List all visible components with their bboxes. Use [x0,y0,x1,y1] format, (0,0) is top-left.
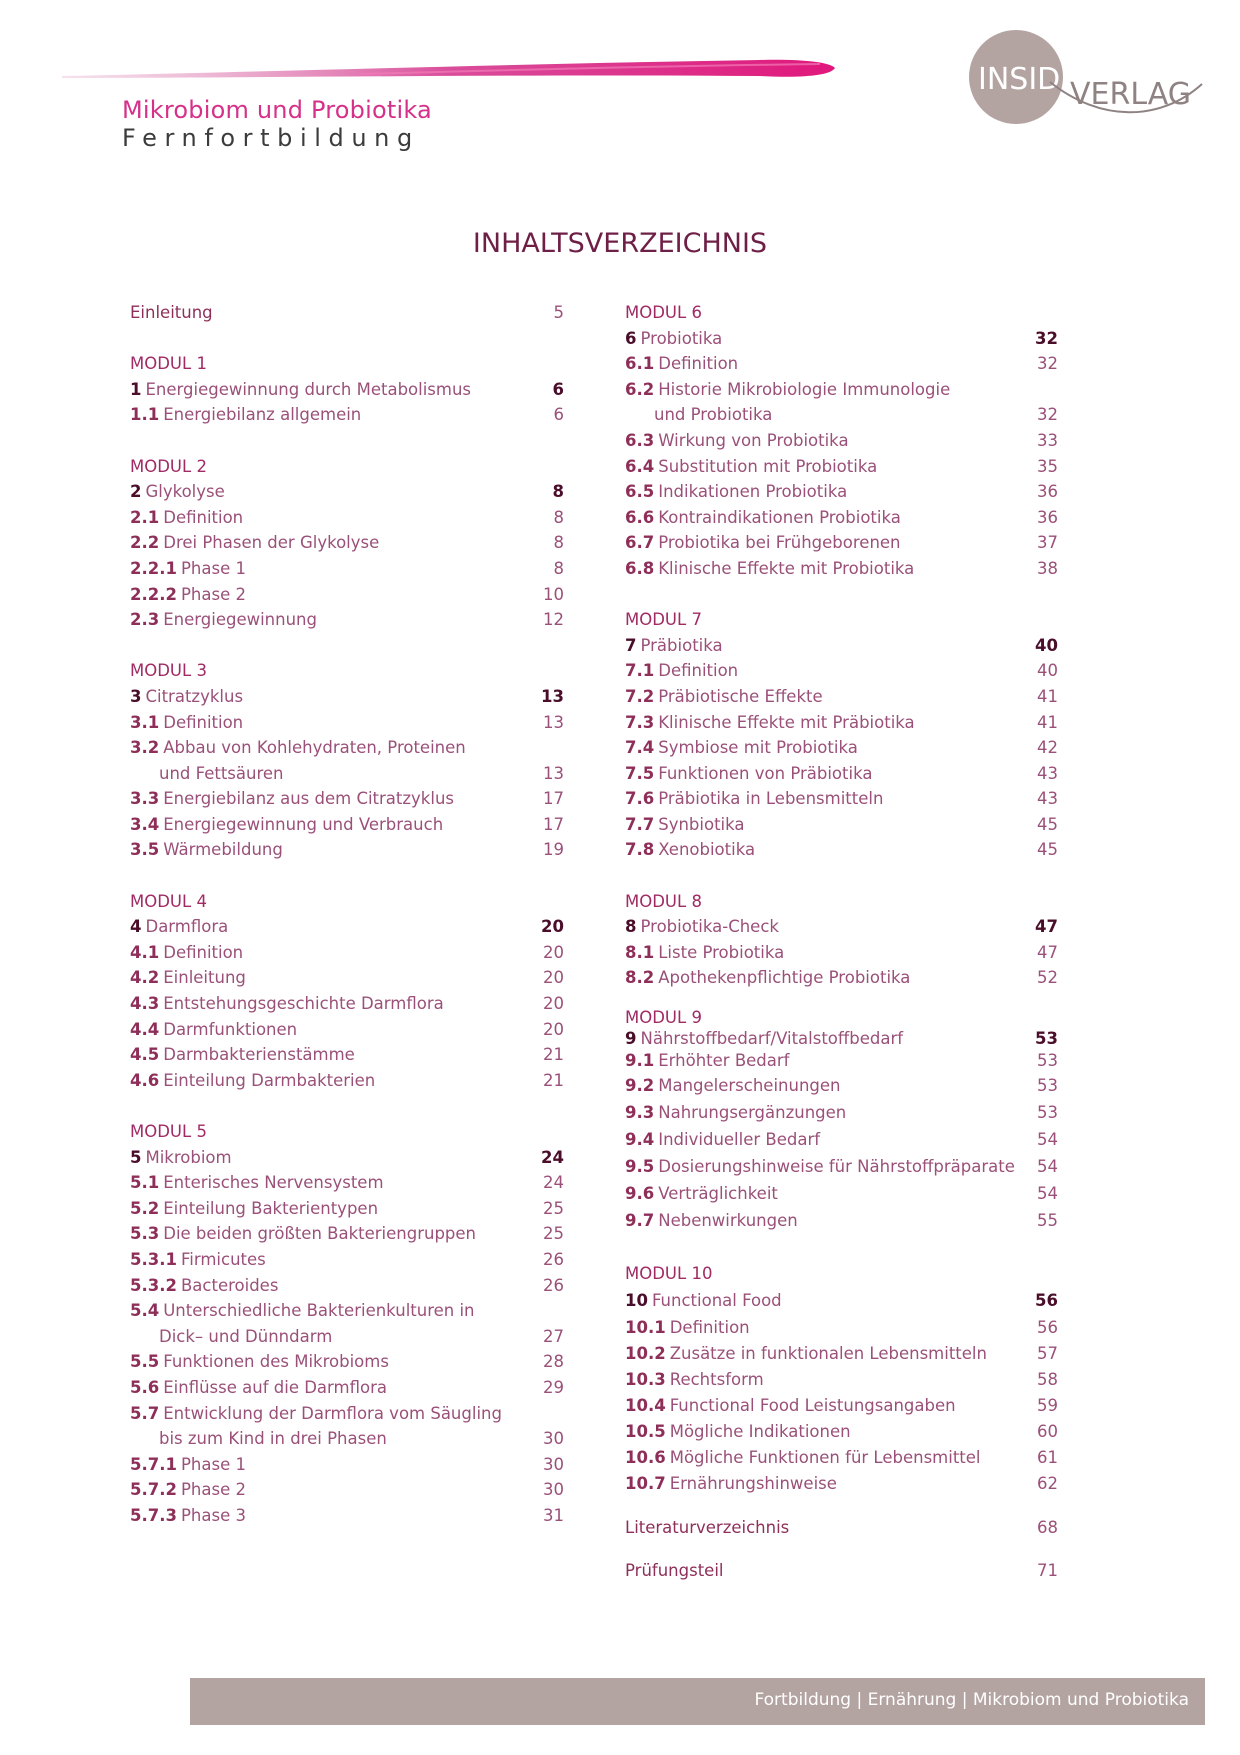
toc-entry[interactable]: 2.2.1 Phase 1 8 [130,558,564,578]
modul-heading: MODUL 9 [625,1008,702,1028]
toc-entry-continuation[interactable]: und Probiotika 32 [654,405,1058,425]
modul-heading: MODUL 8 [625,891,702,911]
toc-entry[interactable]: 7.7 Synbiotika 45 [625,814,1058,834]
logo-text-verlag: VERLAG [1070,77,1191,112]
toc-entry[interactable]: 8.1 Liste Probiotika 47 [625,942,1058,962]
logo-text-inside: INSIDE [978,62,1080,97]
toc-entry[interactable]: 7.4 Symbiose mit Probiotika 42 [625,738,1058,758]
toc-entry[interactable]: 7.1 Definition 40 [625,661,1058,681]
toc-entry-continuation[interactable]: und Fettsäuren 13 [159,763,564,783]
toc-entry[interactable]: 9.3 Nahrungsergänzungen 53 [625,1103,1058,1123]
toc-entry[interactable]: 3.2 Abbau von Kohlehydraten, Proteinen [130,738,466,758]
modul-heading: MODUL 7 [625,610,702,630]
toc-entry[interactable]: 8.2 Apothekenpflichtige Probiotika 52 [625,968,1058,988]
toc-entry[interactable]: 5.1 Enterisches Nervensystem 24 [130,1173,564,1193]
toc-entry[interactable]: 2.2 Drei Phasen der Glykolyse 8 [130,533,564,553]
toc-entry[interactable]: 2.1 Definition 8 [130,507,564,527]
modul-heading: MODUL 2 [130,456,207,476]
modul-heading: MODUL 1 [130,354,207,374]
modul-heading: MODUL 6 [625,303,702,322]
toc-entry[interactable]: 6 Probiotika 32 [625,328,1058,348]
toc-entry[interactable]: 6.8 Klinische Effekte mit Probiotika 38 [625,558,1058,578]
toc-entry[interactable]: 10.6 Mögliche Funktionen für Lebensmittel 61 [625,1447,1058,1467]
footer-text: Fortbildung | Ernährung | Mikrobiom und Probiotika [754,1690,1189,1710]
toc-entry[interactable]: 4.6 Einteilung Darmbakterien 21 [130,1070,564,1090]
toc-entry[interactable]: 5.7.3 Phase 3 31 [130,1505,564,1525]
toc-left-column [130,300,564,1529]
toc-entry[interactable]: 7.6 Präbiotika in Lebensmitteln 43 [625,789,1058,809]
toc-entry[interactable]: 9.7 Nebenwirkungen 55 [625,1211,1058,1231]
toc-entry[interactable]: 9.4 Individueller Bedarf 54 [625,1130,1058,1150]
toc-entry-continuation[interactable]: bis zum Kind in drei Phasen 30 [159,1429,564,1449]
toc-entry[interactable]: 4.5 Darmbakterienstämme 21 [130,1045,564,1065]
modul-heading: MODUL 5 [130,1122,207,1141]
toc-entry[interactable]: 6.1 Definition 32 [625,354,1058,374]
toc-entry[interactable]: 10.7 Ernährungshinweise 62 [625,1473,1058,1493]
toc-entry[interactable]: 3.4 Energiegewinnung und Verbrauch 17 [130,814,564,834]
brush-stroke-decoration [60,52,840,92]
toc-entry[interactable]: 6.6 Kontraindikationen Probiotika 36 [625,507,1058,527]
toc-entry[interactable]: 4.4 Darmfunktionen 20 [130,1019,564,1039]
toc-entry[interactable]: 9.1 Erhöhter Bedarf 53 [625,1051,1058,1071]
toc-title: INHALTSVERZEICHNIS [472,228,768,259]
header-subtitle: Fernfortbildung [122,124,420,152]
toc-entry[interactable]: 3.1 Definition 13 [130,712,564,732]
toc-entry[interactable]: 9.6 Verträglichkeit 54 [625,1184,1058,1204]
toc-entry[interactable]: 4.2 Einleitung 20 [130,968,564,988]
modul-heading: MODUL 10 [625,1263,713,1283]
toc-entry[interactable]: 2.2.2 Phase 2 10 [130,584,564,604]
footer-bar [190,1678,1205,1725]
toc-entry[interactable]: 10.4 Functional Food Leistungsangaben 59 [625,1395,1058,1415]
toc-entry[interactable]: 7.2 Präbiotische Effekte 41 [625,686,1058,706]
toc-entry[interactable]: 3 Citratzyklus 13 [130,686,564,706]
toc-right-column [625,300,1058,1584]
toc-entry-continuation[interactable]: Dick– und Dünndarm 27 [159,1326,564,1346]
toc-entry[interactable]: 5.7 Entwicklung der Darmflora vom Säugling [130,1403,502,1423]
toc-entry[interactable]: 2 Glykolyse 8 [130,482,564,502]
toc-entry[interactable]: 9.5 Dosierungshinweise für Nährstoffpräparate 54 [625,1157,1058,1177]
toc-entry[interactable]: 5.7.1 Phase 1 30 [130,1454,564,1474]
toc-entry[interactable]: 10.5 Mögliche Indikationen 60 [625,1421,1058,1441]
toc-entry-literaturverzeichnis[interactable]: Literaturverzeichnis 68 [625,1517,1058,1537]
toc-entry[interactable]: 3.3 Energiebilanz aus dem Citratzyklus 17 [130,789,564,809]
toc-entry[interactable]: 10.1 Definition 56 [625,1317,1058,1337]
toc-entry[interactable]: 5.5 Funktionen des Mikrobioms 28 [130,1352,564,1372]
toc-entry[interactable]: 5.3.2 Bacteroides 26 [130,1275,564,1295]
toc-entry[interactable]: 5.3 Die beiden größten Bakteriengruppen 25 [130,1224,564,1244]
toc-entry[interactable]: 1.1 Energiebilanz allgemein 6 [130,405,564,425]
toc-entry[interactable]: 9.2 Mangelerscheinungen 53 [625,1076,1058,1096]
toc-entry[interactable]: 4.3 Entstehungsgeschichte Darmflora 20 [130,994,564,1014]
toc-entry[interactable]: 6.7 Probiotika bei Frühgeborenen 37 [625,533,1058,553]
toc-entry[interactable]: 3.5 Wärmebildung 19 [130,840,564,860]
toc-entry-einleitung[interactable]: Einleitung 5 [130,303,564,322]
toc-entry[interactable]: 5.3.1 Firmicutes 26 [130,1249,564,1269]
toc-entry[interactable]: 1 Energiegewinnung durch Metabolismus 6 [130,379,564,399]
toc-entry[interactable]: 6.3 Wirkung von Probiotika 33 [625,430,1058,450]
toc-entry[interactable]: 9 Nährstoffbedarf/Vitalstoffbedarf 53 [625,1029,1058,1049]
toc-entry[interactable]: 2.3 Energiegewinnung 12 [130,610,564,630]
toc-entry[interactable]: 7 Präbiotika 40 [625,635,1058,655]
modul-heading: MODUL 3 [130,661,207,681]
toc-entry[interactable]: 5.2 Einteilung Bakterientypen 25 [130,1198,564,1218]
modul-heading: MODUL 4 [130,891,207,911]
toc-entry[interactable]: 5.4 Unterschiedliche Bakterienkulturen in [130,1301,475,1321]
toc-entry[interactable]: 10.2 Zusätze in funktionalen Lebensmitteln 57 [625,1343,1058,1363]
toc-entry[interactable]: 6.4 Substitution mit Probiotika 35 [625,456,1058,476]
inside-verlag-logo [960,22,1210,132]
toc-entry[interactable]: 4 Darmflora 20 [130,917,564,937]
toc-entry[interactable]: 5.6 Einflüsse auf die Darmflora 29 [130,1377,564,1397]
toc-entry[interactable]: 10.3 Rechtsform 58 [625,1369,1058,1389]
toc-entry[interactable]: 5 Mikrobiom 24 [130,1147,564,1167]
toc-entry[interactable]: 5.7.2 Phase 2 30 [130,1480,564,1500]
toc-entry-pruefungsteil[interactable]: Prüfungsteil 71 [625,1561,1058,1581]
toc-entry[interactable]: 7.3 Klinische Effekte mit Präbiotika 41 [625,712,1058,732]
toc-entry[interactable]: 6.5 Indikationen Probiotika 36 [625,482,1058,502]
toc-entry[interactable]: 8 Probiotika-Check 47 [625,917,1058,937]
toc-entry[interactable]: 7.8 Xenobiotika 45 [625,840,1058,860]
toc-entry[interactable]: 4.1 Definition 20 [130,942,564,962]
toc-entry[interactable]: 10 Functional Food 56 [625,1290,1058,1310]
header-title: Mikrobiom und Probiotika [122,96,432,124]
toc-entry[interactable]: 7.5 Funktionen von Präbiotika 43 [625,763,1058,783]
toc-entry[interactable]: 6.2 Historie Mikrobiologie Immunologie [625,379,951,399]
